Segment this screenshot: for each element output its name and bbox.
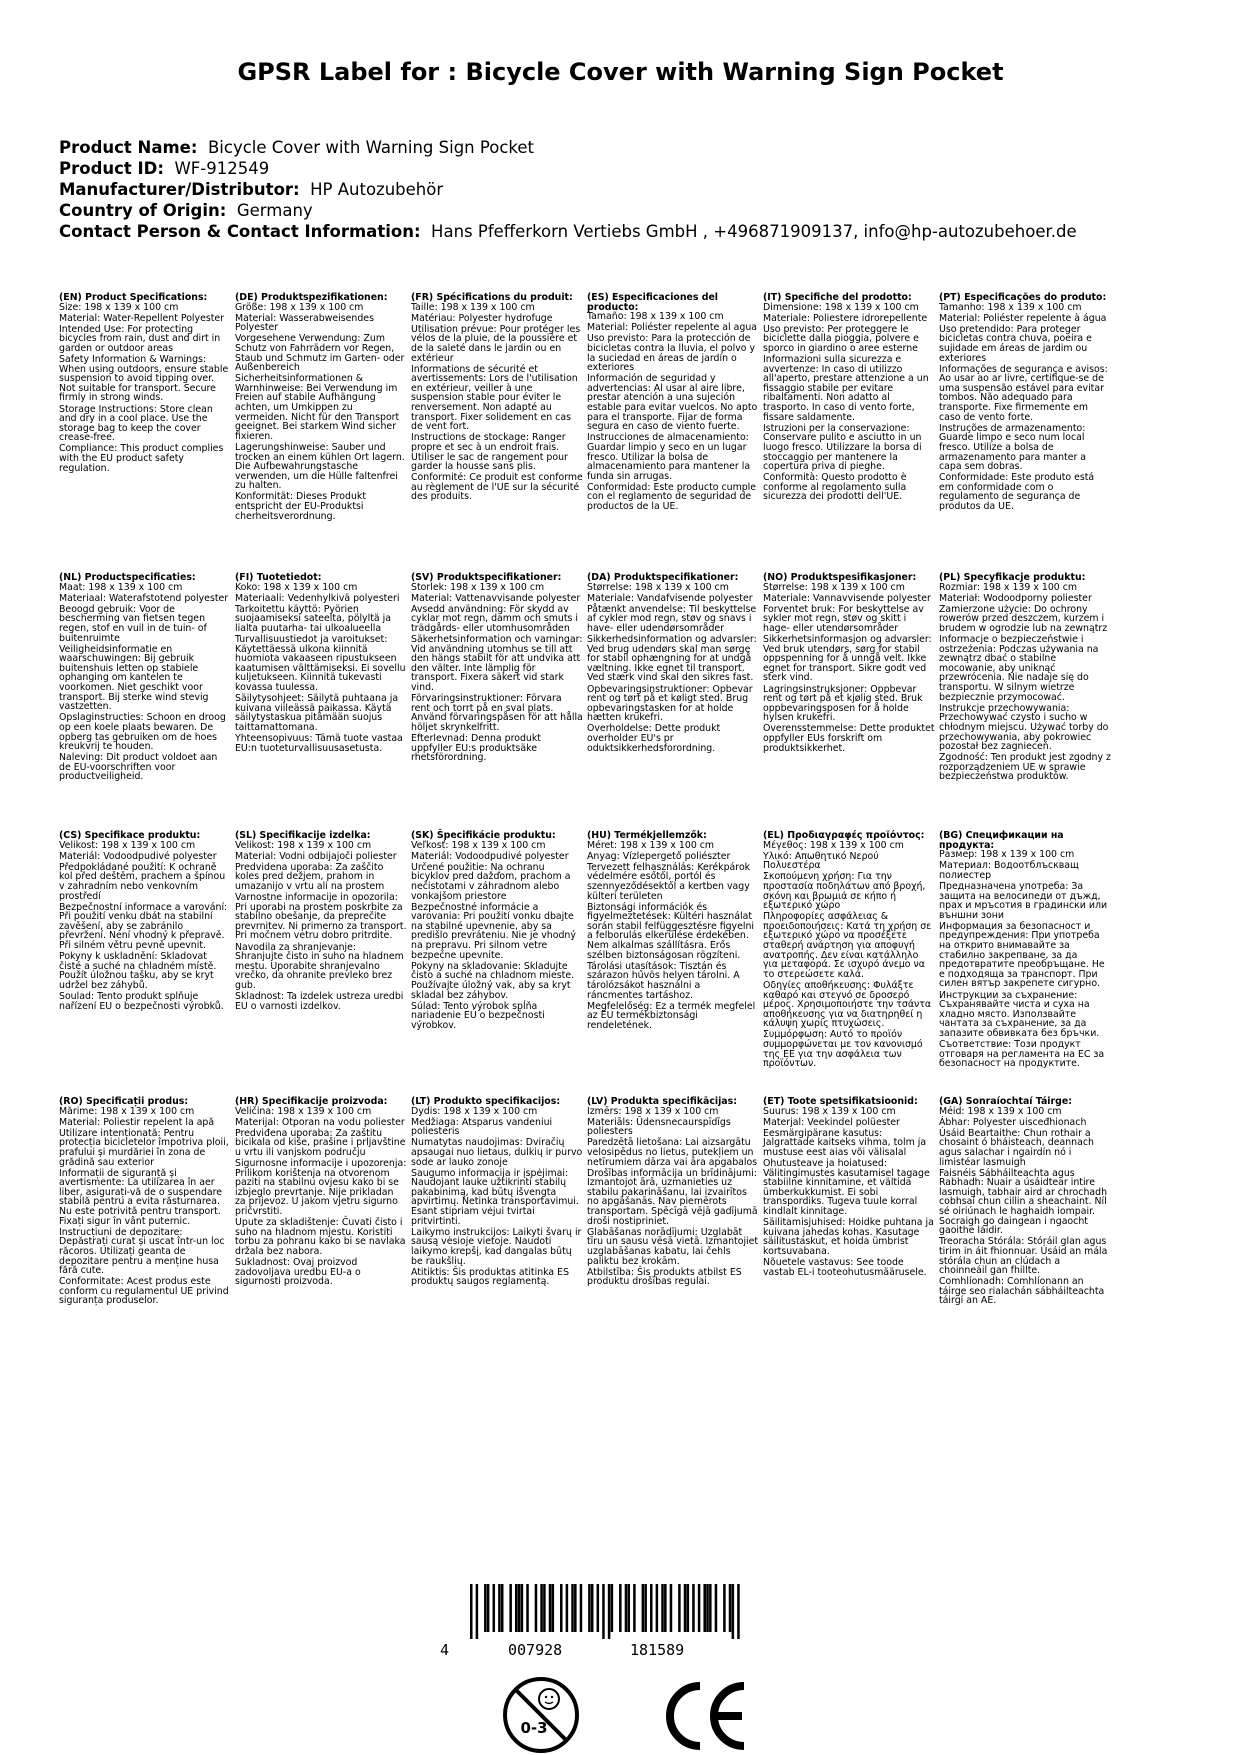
info-label: Product Name: [59,138,198,157]
spec-line: Ábhar: Polyester uisceđhionach [939,1116,1087,1128]
spec-heading: (GA) Sonraíochtaí Táirge: [939,1096,1072,1107]
spec-line: Úsáid Beartaithe: Chun rothair a chosaint ó bháisteach, deannach agus salachar i ngairdín nó i limistéar lasmuigh [939,1127,1094,1168]
barcode-bar [518,1584,521,1632]
spec-heading: (SV) Produktspecifikationer: [411,572,562,583]
spec-line: Instrukcje przechowywania: Przechowywać czysto i sucho w chłodnym miejscu. Używać torby do przechowywania, aby pokrowiec pozostał bez zagnieceń. [939,702,1109,753]
spec-block [939,573,1111,783]
spec-block [587,293,759,513]
age-warning-icon [501,1675,581,1755]
spec-heading: (FR) Spécifications du produit: [411,292,573,303]
spec-heading: (SK) Špecifikácie produktu: [411,830,556,841]
spec-line: Vorgesehene Verwendung: Zum Schutz von Fahrrädern vor Regen, Staub und Schmutz im Garten- oder Außenbereich [235,333,405,374]
spec-line: Material: Poliestir repelent la apă [59,1116,215,1128]
spec-block [587,1097,759,1288]
spec-line: Nõuetele vastavus: See toode vastab EL-i tooteohutusmäärusele. [763,1257,927,1278]
spec-line: Bezpečnostní informace a varování: Při použití venku dbát na stabilní zavěšení, aby se zabránilo převržení. Není vhodný k přepravě. Při silném větru pevně upevnit. [59,901,228,952]
barcode-digits-left: 007928 [508,1641,563,1659]
spec-line: Informacje o bezpieczeństwie i ostrzeżenia: Podczas używania na zewnątrz dbać o stabilne mocowanie, aby uniknąć przewrócenia. Nie nadaje się do transportu. W silnym wietrze bezpiecznie przymocować. [939,634,1099,703]
spec-line: Conformité: Ce produit est conforme au règlement de l'UE sur la sécurité des produits. [411,472,583,503]
spec-line: Materiale: Vannavvisende polyester [763,592,931,604]
barcode-bar [571,1584,574,1632]
spec-block [763,573,935,755]
spec-line: Material: Poliéster repelente al agua [587,322,758,334]
barcode-bar [602,1584,605,1639]
info-label: Contact Person & Contact Information: [59,222,421,241]
spec-line: Uso pretendido: Para proteger bicicletas contra chuva, poeira e sujidade em áreas de jardim ou exteriores [939,323,1092,364]
spec-line: Ohutusteave ja hoiatused: Välitingimustes kasutamisel tagage stabiilne kinnitamine, et vältida ümberkukkumist. Ei sobi transpordiks. Tugeva tuule korral kindlalt kinnitage. [763,1158,930,1218]
spec-line: Informações de segurança e avisos: Ao usar ao ar livre, certifique-se de uma suspensão estável para evitar tombos. Não adequado para transporte. Fixe firmemente em caso de vento forte. [939,363,1108,423]
spec-line: Biztonsági információk és figyelmeztetések: Kültéri használat során stabil felfüggesztésre figyelni a felborulás elkerülése érdekében. Nem alkalmas szállításra. Erős szélben biztonságosan rögzíteni. [587,901,755,961]
spec-line: Soulad: Tento produkt splňuje nařízení EU o bezpečnosti výrobků. [59,991,224,1012]
info-row-product-id [59,158,1209,179]
spec-line: Megfelelőség: Ez a termék megfelel az EU termékbiztonsági rendeletének. [587,1000,756,1031]
spec-line: Turvallisuustiedot ja varoitukset: Käytettäessä ulkona kiinnitä huomiota vakaaseen ripustukseen kaatumisen välttämiseksi. Ei sovellu kuljetukseen. Kiinnitä tukevasti kovassa tuulessa. [235,634,406,694]
spec-line: Size: 198 x 139 x 100 cm [59,301,179,313]
spec-line: Material: Vodni odbijajoči poliester [235,850,397,862]
spec-line: Utilizare intenționată: Pentru protecția bicicletelor împotriva ploii, prafului și murdăriei în zona de grădină sau exterior [59,1127,229,1168]
age-warning-text: 0-3 [520,1719,548,1737]
barcode-bar [650,1584,653,1632]
barcode-bar [642,1584,645,1632]
spec-line: Conformitate: Acest produs este conform cu regulamentul UE privind siguranța produselor. [59,1276,229,1307]
spec-line: Material: Wasserabweisendes Polyester [235,312,374,334]
spec-line: Bezpečnostné informácie a varovania: Pri použití vonku dbajte na stabilné upevnenie, aby sa predišlo prevráteniu. Nie je vhodný na prepravu. Pri silnom vetre bezpečne upevnite. [411,901,576,961]
spec-line: Предназначена употреба: За защита на велосипеди от дъжд, прах и мръсотия в градински или външни зони [939,880,1108,921]
spec-block [763,293,935,503]
spec-block [411,293,583,503]
spec-heading: (DE) Produktspezifikationen: [235,292,388,303]
spec-line: Avsedd användning: För skydd av cyklar mot regn, damm och smuts i trädgårds- eller utomhusområden [411,603,578,634]
barcode-bar [687,1584,690,1632]
spec-line: Materiał: Wodoodporny poliester [939,592,1092,604]
spec-line: Overensstemmelse: Dette produktet oppfyller EUs forskrift om produktsikkerhet. [763,723,935,754]
spec-line: Atitiktis: Šis produktas atitinka ES produktų saugos reglamentą. [411,1266,570,1288]
spec-block [763,831,935,1070]
spec-line: Размер: 198 x 139 x 100 cm [939,849,1075,861]
barcode-bar [633,1584,636,1632]
spec-heading: (NL) Productspecificaties: [59,572,196,583]
spec-line: Saugumo informacija ir įspėjimai: Naudojant lauke užtikrinti stabilų pakabinimą, kad būtų išvengta apvirtimų. Netinka transportavimui. Esant stipriam vėjui tvirtai pritvirtinti. [411,1167,579,1227]
spec-heading: (BG) Спецификации на продукта: [939,830,1064,851]
spec-line: Информация за безопасност и предупреждения: При употреба на открито внимавайте за стабилно закрепване, за да предотвратите преобръщане. Не е подходяща за транспорт. При силен вятър закрепете сигурно. [939,920,1105,990]
spec-line: Förvaringsinstruktioner: Förvara rent och torrt på en sval plats. Använd förvaringspåsen för att hålla höljet skrynkelfritt. [411,693,583,733]
info-value: Germany [236,201,313,220]
barcode-bar [644,1584,647,1632]
spec-line: Materiál: Vodoodpudivé polyester [411,850,569,862]
spec-block [587,831,759,1032]
spec-heading: (HU) Termékjellemzők: [587,830,707,841]
spec-line: Zgodność: Ten produkt jest zgodny z rozporządzeniem UE w sprawie bezpieczeństwa produktów. [939,752,1111,783]
spec-line: Súlad: Tento výrobok spĺňa nariadenie EÚ o bezpečnosti výrobkov. [411,1000,545,1031]
spec-line: Maat: 198 x 139 x 100 cm [59,581,183,593]
spec-line: Atbilstība: Šis produkts atbilst ES produktu drošības regulai. [587,1266,742,1288]
barcode-bar [684,1584,687,1632]
spec-line: Materiaal: Waterafstotend polyester [59,592,229,604]
barcode-bar [729,1584,732,1632]
info-row-manufacturer [59,179,1209,200]
spec-line: Materiāls: Ūdensnecaurspīdīgs poliesters [587,1116,731,1138]
spec-line: Dimensione: 198 x 139 x 100 cm [763,301,919,313]
barcode-bar [628,1584,631,1632]
spec-line: Materijal: Otporan na vodu poliester [235,1116,405,1128]
spec-line: Skladnost: Ta izdelek ustreza uredbi EU o varnosti izdelkov. [235,991,404,1012]
spec-heading: (SL) Specifikacije izdelka: [235,830,371,841]
spec-line: Yhteensopivuus: Tämä tuote vastaa EU:n tuoteturvallisuusasetusta. [235,733,403,754]
barcode-bar [501,1584,504,1632]
spec-heading: (DA) Produktspecifikationer: [587,572,739,583]
barcode-bar [698,1584,701,1632]
spec-line: Beoogd gebruik: Voor de bescherming van fietsen tegen regen, stof en vuil in de tuin- of buitenruimte [59,603,207,644]
spec-line: Forventet bruk: For beskyttelse av sykler mot regn, støv og skitt i hage- eller utendørsområder [763,603,924,634]
spec-line: Sukladnost: Ovaj proizvod zadovoljava uredbu EU-a o sigurnosti proizvoda. [235,1257,361,1288]
spec-line: Material: Water-Repellent Polyester [59,312,225,324]
spec-line: Materiale: Poliestere idrorepellente [763,312,928,324]
info-value: Hans Pfefferkorn Vertiebs GmbH , +496871909137, info@hp-autozubehoer.de [431,222,1077,241]
info-label: Manufacturer/Distributor: [59,180,300,199]
barcode-bar [664,1584,667,1632]
spec-block [939,831,1111,1070]
label-title: GPSR Label for : Bicycle Cover with Warning Sign Pocket [237,58,1004,86]
barcode-bar [678,1584,681,1632]
barcode-digit-lead: 4 [440,1641,450,1659]
spec-block [587,573,759,755]
barcode-bar [723,1584,726,1632]
barcode-bar [692,1584,695,1632]
spec-line: Dydis: 198 x 139 x 100 cm [411,1105,538,1117]
spec-line: Säilitamisjuhised: Hoidke puhtana ja kuivana jahedas kohas. Kasutage säilitustaskut, et hoida ümbrist kortsuvabana. [763,1217,934,1257]
info-label: Product ID: [59,159,164,178]
spec-heading: (RO) Specificații produs: [59,1096,189,1107]
spec-line: Conformidade: Este produto está em conformidade com o regulamento de segurança de produtos da UE. [939,472,1095,512]
spec-line: Størrelse: 198 x 139 x 100 cm [763,581,905,593]
barcode-bar [549,1584,552,1632]
barcode-bar [715,1584,718,1632]
barcode-bar [487,1584,490,1632]
barcode-bar [560,1584,563,1632]
barcode-bar [661,1584,664,1632]
spec-line: Overholdelse: Dette produkt overholder EU's pr oduktsikkerhedsforordning. [587,723,721,754]
spec-heading: (ES) Especificaciones del producto: [587,292,719,313]
spec-line: Størrelse: 198 x 139 x 100 cm [587,581,729,593]
barcode-bar [619,1584,622,1632]
barcode-bar [543,1584,546,1632]
spec-line: Οδηγίες αποθήκευσης: Φυλάξτε καθαρό και στεγνό σε δροσερό μέρος. Χρησιμοποιήστε την τσάντα αποθήκευσης για να διατηρηθεί η κάλυψη χωρίς πτυχώσεις. [763,979,932,1030]
barcode-bar [608,1584,611,1639]
info-row-contact [59,221,1209,242]
spec-heading: (IT) Specifiche del prodotto: [763,292,912,303]
spec-line: Drošības informācija un brīdinājumi: Izmantojot ārā, uzmanieties uz stabilu pakarināšanu, lai izvairītos no apgāšanās. Nav piemērots transportam. Spēcīgā vējā gadījumā droši nostipriniet. [587,1167,758,1227]
spec-line: Sikkerhedsinformation og advarsler: Ved brug udendørs skal man sørge for stabil ophængning for at undgå væltning. Ikke egnet til transport. Ved stærk vind skal den sikres fast. [587,634,757,684]
spec-line: Opbevaringsinstruktioner: Opbevar rent og tørt på et køligt sted. Brug opbevaringstasken for at holde hætten krukefri. [587,683,753,724]
info-label: Country of Origin: [59,201,227,220]
spec-line: Compliance: This product complies with the EU product safety regulation. [59,443,224,474]
barcode-digits [440,1641,750,1661]
barcode-bar [703,1584,706,1632]
spec-block [235,573,407,755]
barcode-bar [515,1584,518,1632]
spec-line: Určené použitie: Na ochranu bicyklov pred dažďom, prachom a nečistotami v záhradnom alebo vonkajšom priestore [411,861,571,902]
spec-line: Material: Poliéster repelente à água [939,312,1107,324]
spec-line: Medžiaga: Atsparus vandeniui poliesteris [411,1116,553,1138]
barcode-bar [540,1584,543,1632]
spec-line: Upute za skladištenje: Čuvati čisto i suho na hladnom mjestu. Koristiti torbu za pohranu kako bi se navlaka držala bez nabora. [235,1217,406,1257]
spec-line: Eesmärgipärane kasutus: Jalgrattade kaitseks vihma, tolm ja mustuse eest aias või välisalal [763,1127,927,1158]
spec-block [411,573,583,764]
spec-line: Istruzioni per la conservazione: Conservare pulito e asciutto in un luogo fresco. Utilizzare la borsa di stoccaggio per mantenere la copertura priva di pieghe. [763,422,922,473]
spec-line: Utilisation prévue: Pour protéger les vélos de la pluie, de la poussière et de la saleté dans le jardin ou en extérieur [411,323,581,364]
spec-line: Předpokládané použití: K ochraně kol před deštěm, prachem a špínou v zahradním nebo venkovním prostředí [59,861,226,902]
spec-block [59,293,231,475]
spec-line: Tervezett felhasználás: Kerékpárok védelmére esőtől, portól és szennyeződésektől a kertben vagy külteri területen [587,861,751,902]
barcode-bar [656,1584,659,1632]
barcode-bar [591,1584,594,1632]
spec-line: Paredzētā lietošana: Lai aizsargātu velosipēdus no lietus, putekļiem un netīrumiem dārza vai āra apgabalos [587,1137,758,1168]
spec-line: Naleving: Dit product voldoet aan de EU-voorschriften voor productveiligheid. [59,752,218,783]
spec-line: Veľkosť: 198 x 139 x 100 cm [411,839,546,851]
spec-line: Intended Use: For protecting bicycles from rain, dust and dirt in garden or outdoor areas [59,323,221,354]
spec-block [235,1097,407,1288]
spec-line: Suurus: 198 x 139 x 100 cm [763,1105,896,1117]
barcode-bar [597,1584,600,1632]
spec-heading: (PT) Especificações do produto: [939,292,1107,303]
spec-block [763,1097,935,1279]
spec-heading: (LT) Produkto specifikacijos: [411,1096,561,1107]
spec-heading: (LV) Produkta specifikācijas: [587,1096,737,1107]
spec-line: Materiál: Vodoodpudivé polyester [59,850,217,862]
barcode-bar [498,1584,501,1632]
spec-line: Efterlevnad: Denna produkt uppfyller EU:s produktsäke rhetsförordning. [411,733,541,764]
spec-line: Informații de siguranță și avertismente: La utilizarea în aer liber, asigurați-vă de o suspendare stabilă pentru a evita răsturnarea. Nu este potrivită pentru transport. Fixați sigur în vânt puternic. [59,1167,223,1227]
spec-line: Συμμόρφωση: Αυτό το προϊόν συμμορφώνεται με τον κανονισμό της ΕΕ για την ασφάλεια των προϊόντων. [763,1029,923,1070]
barcode-bar [625,1584,628,1632]
spec-line: Material: Vattenavvisande polyester [411,592,581,604]
spec-line: Größe: 198 x 139 x 100 cm [235,301,364,313]
spec-line: Lagerungshinweise: Sauber und trocken an einem kühlen Ort lagern. Die Aufbewahrungstasche verwenden, um die Hülle faltenfrei zu halten. [235,441,405,492]
spec-line: Lagringsinstruksjoner: Oppbevar rent og tørt på et kjølig sted. Bruk oppbevaringsposen for å holde hylsen krukefri. [763,683,923,724]
spec-line: Informazioni sulla sicurezza e avvertenze: In caso di utilizzo all'aperto, prestare attenzione a un fissaggio stabile per evitare ribaltamenti. Non adatto al trasporto. In caso di vento forte, fissare saldamente. [763,354,929,423]
spec-heading: (EL) Προδιαγραφές προϊόντος: [763,830,925,841]
barcode-bar [588,1584,591,1632]
spec-line: Tarkoitettu käyttö: Pyörien suojaamiseksi sateelta, pölyltä ja lialta puutarha- tai ulkoalueella [235,603,391,634]
spec-line: Πληροφορίες ασφάλειας & προειδοποιήσεις: Κατά τη χρήση σε εξωτερικό χώρο να προσέξετε σταθερή ανάρτηση για αποφυγή ανατροπής. Δεν είναι κατάλληλο για μεταφορά. Σε ισχυρό άνεμο να το στερεώσετε καλά. [763,911,932,980]
spec-heading: (NO) Produktspesifikasjoner: [763,572,917,583]
spec-line: Uso previsto: Para la protección de bicicletas contra la lluvia, el polvo y la suciedad en áreas de jardín o exteriores [587,333,756,374]
spec-block [235,293,407,523]
spec-block [59,1097,231,1307]
barcode-bar [526,1584,529,1632]
spec-line: Veiligheidsinformatie en waarschuwingen: Bij gebruik buitenshuis letten op stabiele ophanging om kantelen te voorkomen. Niet geschikt voor transport. Bij sterke wind stevig vastzetten. [59,643,209,713]
barcode-bar [470,1584,473,1639]
spec-line: Pokyny k uskladnění: Skladovat čisté a suché na chladném místě. Použít úložnou tašku, aby se kryt udržel bez záhybů. [59,951,217,991]
spec-line: Mărime: 198 x 139 x 100 cm [59,1105,195,1117]
spec-line: Navodila za shranjevanje: Shranjujte čisto in suho na hladnem mestu. Uporabite shranjevalno vrečko, da ohranite prevleko brez gub. [235,941,404,991]
spec-line: Påtænkt anvendelse: Til beskyttelse af cykler mod regn, støv og snavs i have- eller udendørsområder [587,603,757,634]
spec-line: Predviđena uporaba: Za zaštitu bicikala od kiše, prašine i prljavštine u vrtu ili vanjskom području [235,1127,406,1158]
spec-line: Instructions de stockage: Ranger propre et sec à un endroit frais. Utiliser le sac de rangement pour garder la housse sans plis. [411,432,568,473]
barcode-digits-right: 181589 [630,1641,685,1659]
barcode-bar [737,1584,740,1639]
spec-line: Conformità: Questo prodotto è conforme al regolamento sulla sicurezza dei prodotti dell'UE. [763,472,907,503]
spec-block [939,293,1111,513]
spec-line: Instrucțiuni de depozitare: Depăstrați curat și uscat într-un loc răcoros. Utilizați geanta de depozitare pentru a menține husa fără cute. [59,1226,225,1277]
spec-line: Instruções de armazenamento: Guarde limpo e seco num local fresco. Utilize a bolsa de armazenamento para manter a capa sem dobras. [939,422,1087,473]
spec-line: Predvidena uporaba: Za zaščito koles pred dežjem, prahom in umazanijo v vrtu ali na prostem [235,861,385,892]
spec-block [59,831,231,1013]
ce-mark-icon [666,1680,748,1752]
spec-line: Safety Information & Warnings: When using outdoors, ensure stable suspension to avoid tipping over. Not suitable for transport. Secure firmly in strong winds. [59,354,229,404]
spec-line: Informations de sécurité et avertissements: Lors de l'utilisation en extérieur, veiller à une suspension stable pour éviter le renversement. Non adapté au transport. Fixer solidement en cas de vent fort. [411,363,578,433]
spec-line: Taille: 198 x 139 x 100 cm [411,301,535,313]
spec-line: Materiaali: Vedenhylkivä polyesteri [235,592,400,604]
barcode-bar [521,1584,524,1632]
info-value: HP Autozubehör [310,180,444,199]
spec-line: Инструкции за съхранение: Съхранявайте чиста и суха на хладно място. Използвайте чантата за съхранение, за да запазите обвивката без бръчки. [939,989,1100,1039]
barcode-bar [566,1584,569,1632]
spec-line: Velikost: 198 x 139 x 100 cm [59,839,196,851]
barcode [470,1584,740,1639]
spec-line: Съответствие: Този продукт отговаря на регламента на ЕС за безопасност на продуктите. [939,1038,1105,1070]
barcode-bar [732,1584,735,1639]
spec-line: Zamierzone użycie: Do ochrony rowerów przed deszczem, kurzem i brudem w ogrodzie lub na zewnątrz [939,603,1108,634]
info-row-product-name [59,137,1209,158]
spec-heading: (HR) Specifikacije proizvoda: [235,1096,388,1107]
spec-line: Numatytas naudojimas: Dviračių apsaugai nuo lietaus, dulkių ir purvo sode ar lauko zonoje [411,1137,583,1168]
spec-line: Glabāšanas norādījumi: Uzglabāt tīru un sausu vēsā vietā. Izmantojiet uzglabāšanas kabatu, lai čehls paliktu bez krokām. [587,1226,759,1267]
spec-line: Материал: Водоотблъскващ полиестер [939,860,1079,881]
spec-line: Storage Instructions: Store clean and dry in a cool place. Use the storage bag to keep the cover crease-free. [59,403,213,444]
spec-heading: (FI) Tuotetiedot: [235,572,322,583]
spec-line: Σκοπούμενη χρήση: Για την προστασία ποδηλάτων από βροχή, σκόνη και βρωμιά σε κήπο ή εξωτερικό χώρο [763,871,926,912]
info-value: Bicycle Cover with Warning Sign Pocket [207,138,535,157]
spec-line: Instrucciones de almacenamiento: Guardar limpio y seco en un lugar fresco. Utilizar la bolsa de almacenamiento para mantener la funda sin arrugas. [587,432,751,482]
spec-line: Materjal: Veekindel polüester [763,1116,900,1128]
spec-line: Tamanho: 198 x 139 x 100 cm [939,301,1082,313]
spec-line: Sigurnosne informacije i upozorenja: Prilikom korištenja na otvorenom paziti na stabilnu ovjesu kako bi se izbjeglo prevrtanje. Nije prikladan za prijevoz. U jakom vjetru sigurno pričvrstiti. [235,1158,407,1218]
spec-line: Veličina: 198 x 139 x 100 cm [235,1105,372,1117]
spec-block [411,831,583,1032]
barcode-bar [709,1584,712,1632]
barcode-bar [574,1584,577,1632]
spec-heading: (EN) Product Specifications: [59,292,208,303]
barcode-bar [580,1584,583,1632]
spec-line: Sikkerhetsinformasjon og advarsler: Ved bruk utendørs, sørg for stabil oppspenning for å unngå velt. Ikke egnet for transport. Sikre godt ved sterk vind. [763,634,932,684]
spec-heading: (CS) Specifikace produktu: [59,830,201,841]
spec-block [939,1097,1111,1307]
product-info [59,137,1209,242]
spec-line: Säkerhetsinformation och varningar: Vid användning utomhus se till att den hängs stabilt för att undvika att den välter. Inte lämplig för transport. Fixera säkert vid stark vind. [411,634,583,694]
spec-line: Comhlíonadh: Comhlíonann an táirge seo rialachán sábháilteachta táirgí an AE. [939,1276,1105,1307]
barcode-bar [509,1584,512,1632]
spec-block [59,573,231,783]
spec-line: Conformidad: Este producto cumple con el reglamento de seguridad de productos de la UE. [587,481,757,512]
spec-line: Méret: 198 x 139 x 100 cm [587,839,715,851]
spec-heading: (PL) Specyfikacje produktu: [939,572,1086,583]
barcode-bar [706,1584,709,1632]
info-row-country [59,200,1209,221]
barcode-bar [493,1584,496,1632]
spec-line: Varnostne informacije in opozorila: Pri uporabi na prostem poskrbite za stabilno obešanje, da preprečite prevrnitev. Ni primerno za transport. Pri močnem vetru dobro pritrdite. [235,892,407,942]
spec-line: Laikymo instrukcijos: Laikyti švarų ir sausą vėsioje vietoje. Naudoti laikymo krepšį, kad dangalas būtų be raukšlių. [411,1226,582,1267]
spec-block [235,831,407,1013]
spec-line: Säilytysohjeet: Säilytä puhtaana ja kuivana viileässä paikassa. Käytä säilytystaskua pitämään suojus taittamattomana. [235,693,399,733]
spec-line: Pokyny na skladovanie: Skladujte čisto a suché na chladnom mieste. Používajte úložný vak, aby sa kryt skladal bez záhybov. [411,960,575,1001]
spec-line: Storlek: 198 x 139 x 100 cm [411,581,545,593]
barcode-bar [476,1584,479,1639]
info-value: WF-912549 [174,159,270,178]
spec-line: Materiale: Vandafvisende polyester [587,592,753,604]
spec-line: Υλικό: Απωθητικό Νερού Πολυεστέρα [763,850,879,872]
barcode-bar [535,1584,538,1632]
spec-line: Faisnéis Sábháilteachta agus Rabhadh: Nuair a úsáidtear intire lasmuigh, tabhair aird ar chrochadh cobhsaí chun cillin a sheachaint. Níl sé oiriúnach le haghaidh iompair. Socraigh go daingean i ngaocht gaoithe láidir. [939,1167,1108,1237]
spec-line: Tárolási utasítások: Tisztán és szárazon hűvös helyen tárolni. A tárolózsákot használni a ráncmentes tartáshoz. [587,960,740,1001]
spec-block [411,1097,583,1288]
spec-line: Treoracha Stórála: Stóráil glan agus tirim in áit fhionnuar. Úsáid an mála stórála chun an clúdach a choinneáil gan fhillte. [939,1236,1108,1277]
spec-line: Uso previsto: Per proteggere le biciclette dalla pioggia, polvere e sporco in giardino o aree esterne [763,323,919,354]
spec-line: Velikost: 198 x 139 x 100 cm [235,839,372,851]
barcode-bar [611,1584,614,1632]
barcode-bar [670,1584,673,1632]
spec-line: Méid: 198 x 139 x 100 cm [939,1105,1062,1117]
spec-line: Opslaginstructies: Schoon en droog op een koele plaats bewaren. De opberg tas gebruiken om de hoes kreukvrij te houden. [59,712,226,753]
spec-line: Izmērs: 198 x 139 x 100 cm [587,1105,719,1117]
spec-line: Anyag: Vízlepergető poliészter [587,850,731,862]
spec-line: Konformität: Dieses Produkt entspricht der EU-Produktsi cherheitsverordnung. [235,491,367,522]
spec-line: Koko: 198 x 139 x 100 cm [235,581,358,593]
spec-line: Μέγεθος: 198 x 139 x 100 cm [763,839,904,851]
spec-line: Sicherheitsinformationen & Warnhinweise: Bei Verwendung im Freien auf stabile Aufhängung achten, um Umkippen zu vermeiden. Nicht für den Transport geeignet. Bei starkem Wind sicher fixieren. [235,373,400,442]
spec-line: Información de seguridad y advertencias: Al usar al aire libre, prestar atención a una sujeción estable para evitar vuelcos. No apto para el transporte. Fijar de forma segura en caso de viento fuerte. [587,373,758,433]
spec-line: Matériau: Polyester hydrofuge [411,312,553,324]
barcode-bar [552,1584,555,1632]
barcode-bar [484,1584,487,1632]
spec-line: Tamaño: 198 x 139 x 100 cm [587,311,724,323]
spec-line: Rozmiar: 198 x 139 x 100 cm [939,581,1078,593]
spec-heading: (ET) Toote spetsifikatsioonid: [763,1096,918,1107]
